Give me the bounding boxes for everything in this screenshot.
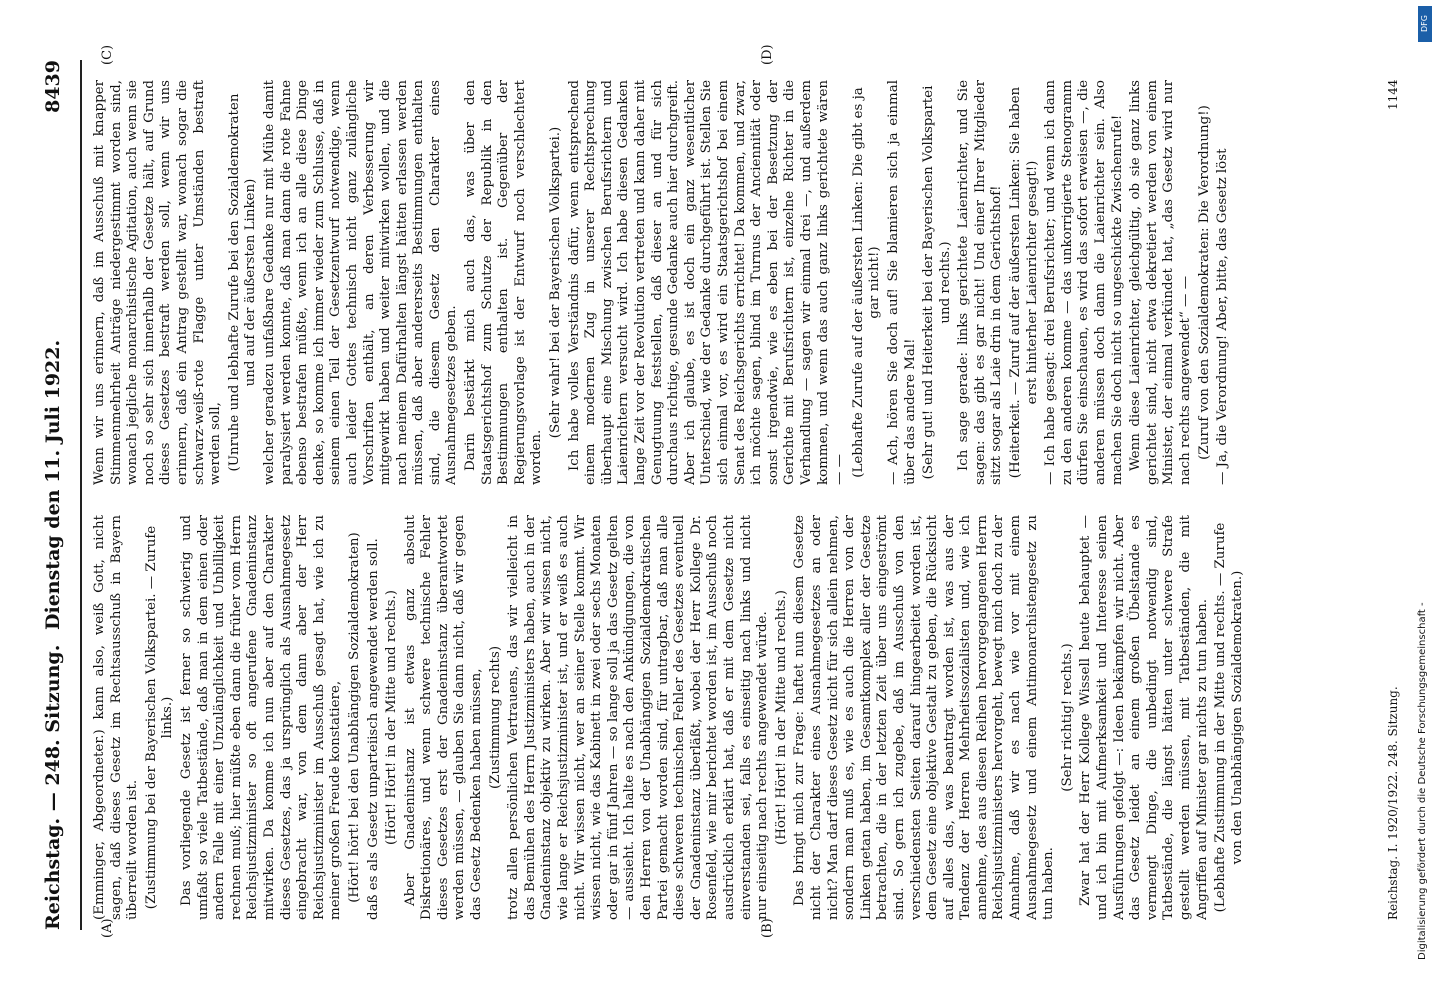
dfg-logo: DFG: [1418, 6, 1432, 42]
paragraph: Das vorliegende Gesetz ist ferner so schwierig und umfaßt so viele Tatbestände, daß man in dem einen oder andern Falle mit einer Unzulänglichkeit und Unbilligkeit rechnen muß; hier müßte eben dann die früher vom Herrn Reichsjustizminister so oft angerufene Gnadeninstanz mitwirken. Da komme ich nun aber auf den Charakter dieses Gesetzes, das ja ursprünglich als Ausnahmegesetz eingebracht war, von dem dann aber der Herr Reichsjustizminister im Ausschuß gesagt hat, wie ich zu meiner großen Freude konstatiere,: [178, 515, 344, 920]
interjection: (Hört! hört! bei den Unabhängigen Sozialdemokraten): [346, 532, 362, 903]
paragraph: daß es als Gesetz unparteiisch angewendet werden soll.: [365, 538, 381, 920]
interjection: (Zuruf von den Sozialdemokraten: Die Verordnung!): [1196, 105, 1212, 460]
paragraph: Wenn wir uns erinnern, daß im Ausschuß mit knapper Stimmenmehrheit Anträge niedergestimmt worden sind, wonach jegliche monarchistische Agitation, auch wenn sie noch so sehr sich innerhalb der Gesetze hält, auf Grund dieses Gesetzes bestraft werden soll, wenn wir uns erinnern, daß ein Antrag gestellt war, wonach sogar die schwarz-weiß-rote Flagge unter Umständen bestraft werden soll,: [92, 80, 224, 485]
margin-marker-d: (D): [760, 44, 775, 65]
interjection: (Lebhafte Zustimmung in der Mitte und rechts. — Zurufe von den Unabhängigen Sozialdemokraten.): [1213, 522, 1245, 913]
interjection: (Sehr richtig! rechts.): [1059, 643, 1075, 792]
paragraph: Wenn diese Laienrichter, gleichgültig, ob sie ganz links gerichtet sind, nicht etwa dekretiert werden von einem Minister, der einmal verkündet hat, „das Gesetz wird nur nach rechts angewendet“ — —: [1128, 80, 1193, 485]
header-page-number: 8439: [42, 60, 64, 113]
paragraph: Das bringt mich zur Frage: haftet nun diesem Gesetze nicht der Charakter eines Ausnahmegesetzes an oder nicht? Man darf dieses Gesetz nicht für sich allein nehmen, sondern man muß es, wie es auch die Herren von der Linken getan haben, im Gesamtkomplex aller der Gesetze betrachten, die in der letzten Zeit über uns eingeströmt sind. So gern ich zugebe, daß im Ausschuß von den verschiedensten Seiten darauf hingearbeitet worden ist, dem Gesetz eine objektive Gestalt zu geben, die Rücksicht auf alles das, was beantragt worden ist, was aus der Tendenz der Herren Mehrheitssozialisten und, wie ich annehme, des aus diesen Reihen hervorgegangenen Herrn Reichsjustizministers hervorgeht, bewegt mich doch zu der Annahme, daß wir es nach wie vor mit einem Ausnahmegesetz und einem Antimonarchistengesetz zu tun haben.: [792, 515, 1057, 920]
interjection: (Sehr gut! und Heiterkeit bei der Bayerischen Volkspartei und rechts.): [921, 85, 953, 480]
digitization-credit: [1412, 0, 1434, 1000]
margin-marker-b: (B): [760, 918, 775, 938]
interjection: (Hört! Hört! in der Mitte und rechts.): [773, 589, 789, 846]
paragraph: Ich habe volles Verständnis dafür, wenn entsprechend einem modernen Zug in unserer Rechtsprechung überhaupt eine Mischung zwischen Berufsrichtern und Laienrichtern versucht wird. Ich habe diesen Gedanken lange Zeit vor der Revolution vertreten und kann daher mit Genugtuung feststellen, daß dieser an und für sich durchaus richtige, gesunde Gedanke auch hier durchgreift. Aber ich glaube, es ist doch ein ganz wesentlicher Unterschied, wie der Gedanke durchgeführt ist. Stellen Sie sich einmal vor, es wird ein Staatsgerichtshof bei einem Senat des Reichsgerichts errichtet! Da kommen, und zwar, ich möchte sagen, blind im Turnus der Anciennität oder sonst irgendwie, wie es eben bei der Besetzung der Gerichte mit Berufsrichtern ist, einzelne Richter in die Verhandlung — sagen wir einmal drei —, und außerdem kommen, und wenn das auch ganz links gerichtete wären — —: [566, 80, 848, 485]
bottom-page-number: 1144: [1386, 79, 1400, 110]
header-left: Reichstag. — 248. Sitzung.: [42, 644, 64, 930]
interjection: (Unruhe und lebhafte Zurufe bei den Sozialdemokraten und auf der äußersten Linken): [226, 93, 259, 472]
paragraph: welcher geradezu unfaßbare Gedanke nur mit Mühe damit paralysiert werden konnte, daß man dann die rote Fahne ebenso bestrafen müßte, wenn ich an alle diese Dinge denke, so komme ich immer wieder zum Schlusse, daß in seinem einen Teil der Gesetzentwurf notwendige, wenn auch leider Gottes technisch nicht ganz zulängliche Vorschriften enthält, an deren Verbesserung wir mitgewirkt haben und weiter mitwirken wollen, und die nach meinem Dafürhalten längst hätten erlassen werden müssen, daß aber andererseits Bestimmungen enthalten sind, die diesem Gesetz den Charakter eines Ausnahmegesetzes geben.: [261, 80, 460, 485]
paragraph: Zwar hat der Herr Kollege Wissell heute behauptet — und ich bin mit Aufmerksamkeit und Interesse seinen Ausführungen gefolgt —: Ideen bekämpfen wir nicht. Aber das Gesetz leidet an einem großen Übelstande es vermengt Dinge, die unbedingt notwendig sind, Tatbestände, die längst hätten unter schwere Strafe gestellt werden müssen, mit Tatbeständen, die mit Angriffen auf Minister gar nichts zu tun haben.: [1078, 515, 1210, 920]
header-date: Dienstag den 11. Juli 1922.: [42, 339, 64, 630]
paragraph: — Ich habe gesagt: drei Berufsrichter; und wenn ich dann zu den anderen komme — das unkorrigierte Stenogramm dürfen Sie einschauen, es wird das sofort erweisen —, die anderen müssen doch dann die Laienrichter sein. Also machen Sie doch nicht so ungeschickte Zwischenrufe!: [1043, 80, 1125, 485]
interjection: (Heiterkeit. — Zuruf auf der äußersten Linken: Sie haben erst hinterher Laienrichter gesagt!): [1008, 86, 1040, 479]
paragraph: Aber Gnadeninstanz ist etwas ganz absolut Diskretionäres, und wenn schwere technische Fehler dieses Gesetzes erst der Gnadeninstanz überantwortet werden müssen, — glauben Sie dann nicht, daß wir gegen das Gesetz Bedenken haben müssen,: [402, 515, 485, 920]
right-text-column: [92, 80, 1382, 485]
paragraph: — Ach, hören Sie doch auf! Sie blamieren sich ja einmal über das andere Mal!: [885, 80, 918, 485]
interjection: (Hört! Hört! in der Mitte und rechts.): [384, 589, 400, 846]
paragraph: Darin bestärkt mich auch das, was über den Staatsgerichtshof zum Schutze der Republik in den Bestimmungen enthalten ist. Gegenüber der Regierungsvorlage ist der Entwurf noch verschlechtert worden.: [463, 80, 545, 485]
interjection: (Sehr wahr! bei der Bayerischen Volkspartei.): [548, 126, 564, 439]
paragraph: (Emminger, Abgeordneter.) kann also, weiß Gott, nicht sagen, daß dieses Gesetz im Rechtsausschuß in Bayern überreilt worden ist.: [92, 515, 141, 920]
paragraph: trotz allen persönlichen Vertrauens, das wir vielleicht in das Bemühen des Herrn Justizministers haben, auch in der Gnadeninstanz objektiv zu wirken. Aber wir wissen nicht, wie lange er Reichsjustizminister ist, und er weiß es auch nicht. Wir wissen nicht, wer an seiner Stelle kommt. Wir wissen nicht, wie das Kabinett in zwei oder sechs Monaten oder gar in fünf Jahren — so lange soll ja das Gesetz gelten — aussieht. Ich halte es nach den Ankündigungen, die von den Herren von der Unabhängigen Sozialdemokratischen Partei gemacht worden sind, für untragbar, daß man alle diese schweren technischen Fehler des Gesetzes eventuell der Gnadeninstanz überläßt, wobei der Herr Kollege Dr. Rosenfeld, wie mir berichtet worden ist, im Ausschuß noch ausdrücklich erklärt hat, daß er mit dem Gesetze nicht einverstanden sei, falls es einseitig nach links und nicht nur einseitig nach rechts angewendet würde.: [506, 515, 771, 920]
left-text-column: [92, 515, 1382, 920]
margin-marker-a: (A): [100, 918, 115, 938]
interjection: (Zustimmung bei der Bayerischen Volkspartei. — Zurufe links.): [143, 525, 176, 910]
page-footer: Reichstag. I. 1920/1922. 248. Sitzung.: [1386, 686, 1400, 920]
page-header: [30, 60, 82, 930]
margin-marker-c: (C): [100, 44, 115, 65]
credit-text: Digitalisierung gefördert durch die Deutsche Forschungsgemeinschaft -: [1417, 602, 1428, 960]
paragraph: Ich sage gerade: links gerichtete Laienrichter, und Sie sagen: das gibt es gar nicht! Und einer Ihrer Mitglieder sitzt sogar als Laie drin in dem Gerichtshof!: [956, 80, 1005, 485]
interjection: (Zustimmung rechts): [487, 645, 503, 790]
interjection: (Lebhafte Zurufe auf der äußersten Linken: Die gibt es ja gar nicht!): [850, 87, 883, 478]
paragraph: — Ja, die Verordnung! Aber, bitte, das Gesetz löst: [1215, 148, 1231, 485]
